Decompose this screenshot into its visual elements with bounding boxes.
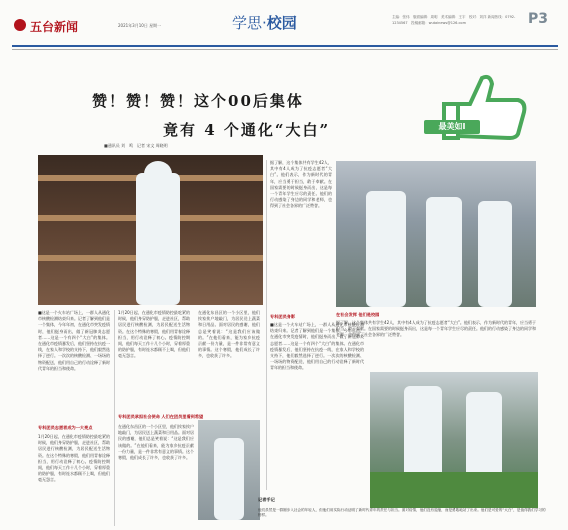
subhead-1: 专科团员志愿者成为一大亮点 xyxy=(38,425,93,430)
subhead-4: 在社会发挥 他们是校园 xyxy=(336,312,380,317)
article-column-1b: 1月20日起，在通化市疫情防控最吃紧的时候，他们身穿防护服，走进社区，帮助居民进行核酸检测，为居民配送生活物资。在这个特殊的寒假，他们用青春诠释担当，用行动诠释了初心。疫情防控期间，他们每天工作十几个小时，穿着厚重的防护服，有时连水都顾不上喝，但他们毫无怨言。 xyxy=(38,434,110,483)
volunteer-small-photo xyxy=(198,420,260,520)
volunteers-vegetables-photo xyxy=(370,372,538,508)
article-column-6: 据了解，这个集体共有学生42人，其中有4人成为了抗疫志愿者“大白”。他们表示，作为新时代的青年，应当勇于担当，敢于奉献。在国家需要的时候挺身而出，这是每一个青年学生应尽的责任。他们的行动感染了身边的同学和老师，也得到了社会各界的广泛赞誉。 xyxy=(336,320,536,338)
section-separator: · xyxy=(262,14,267,32)
subhead-3: 专科团员身影 xyxy=(270,314,296,319)
column-divider xyxy=(266,160,267,490)
headline-line-2: 竟有 4 个通化“大白” xyxy=(163,121,331,139)
volunteers-supplies-photo xyxy=(336,161,536,307)
masthead-rule xyxy=(12,45,558,47)
column-divider xyxy=(114,310,115,526)
article-column-4: 据了解，这个集体共有学生42人，其中有4人成为了抗疫志愿者“大白”。他们表示，作为新时代的青年，应当勇于担当，敢于奉献。在国家需要的时候挺身而出，这是每一个青年学生应尽的责任。他们的行动感染了身边的同学和老师，也得到了社会各界的广泛赞誉。 xyxy=(270,160,332,209)
section-title xyxy=(232,12,297,33)
issue-date: 2021年3月10日 星期一 xyxy=(118,23,162,28)
badge-label: 最美如I xyxy=(424,120,480,134)
headline-line-1: 赞！赞！赞！这个00后集体 xyxy=(92,92,304,110)
newspaper-logo-icon xyxy=(14,19,26,31)
article-column-2b: 在通化东昌区的一个小区里，他们挨家挨户地敲门，为居民送上蔬菜和日用品。面对居民的感谢，他们总是笑着说：“这是我们应该做的。”在他们看来，能为家乡抗疫贡献一份力量，是一件非常有意义的事情。这个寒假，他们成长了许多，也收获了许多。 xyxy=(118,424,194,461)
article-column-2: 1月20日起，在通化市疫情防控最吃紧的时候，他们身穿防护服，走进社区，帮助居民进行核酸检测，为居民配送生活物资。在这个特殊的寒假，他们用青春诠释担当，用行动诠释了初心。疫情防控期间，他们每天工作十几个小时，穿着厚重的防护服，有时连水都顾不上喝，但他们毫无怨言。 xyxy=(118,310,190,359)
commentary-text: 他们虽然是一群刚步入社会的年轻人，但他们用实际行动证明了新时代青年的责任与担当。面对疫情，他们没有退缩，而是勇敢地站了出来。他们是可爱的“大白”，是值得我们学习的榜样。 xyxy=(258,508,546,518)
section-name: 学思 xyxy=(232,14,263,32)
commentary-title: 记者手记 xyxy=(258,497,275,502)
subhead-2: 专科团员承担社会使命 人们在团员里看到希望 xyxy=(118,414,204,419)
masthead-subrule xyxy=(12,49,558,50)
volunteer-store-photo xyxy=(38,155,263,305)
editorial-info: 主编：张伟 版面编辑：周明 美术编辑：王宇 校对：刘洋 新闻热线：0792-1234567 投稿邮箱：wutainews@126.com xyxy=(392,15,516,25)
article-column-3: 在通化东昌区的一个小区里，他们挨家挨户地敲门，为居民送上蔬菜和日用品。面对居民的感谢，他们总是笑着说：“这是我们应该做的。”在他们看来，能为家乡抗疫贡献一份力量，是一件非常有意义的事情。这个寒假，他们成长了许多，也收获了许多。 xyxy=(198,310,260,359)
page-number: P3 xyxy=(528,11,549,27)
newspaper-name: 五台新闻 xyxy=(30,20,79,34)
section-focus: 校园 xyxy=(266,14,297,32)
article-column-1: ■这是一个火车站广场上，一群人从通化市核酸检测结束归来。记者了解到他们是一个集体，今年年初，在通化市突发疫情时，他们挺身而出，做了新冠肺炎志愿者……这是一个有四个“大白”的集体。在通化市疫情暴发后，他们坚持在抗疫一线，在家人和学校的支持下，他们毅然选择了逆行。一次次的核酸检测、一场场的物资配送，他们用自己的行动诠释了新时代青年的担当和使命。 xyxy=(38,310,110,371)
byline: ■通讯员 刘 鸣 记者 宋文 周晓明 xyxy=(104,143,168,148)
article-column-5: ■这是一个火车站广场上，一群人从通化市核酸检测结束归来。记者了解到他们是一个集体，今年年初，在通化市突发疫情时，他们挺身而出，做了新冠肺炎志愿者……这是一个有四个“大白”的集体。在通化市疫情暴发后，他们坚持在抗疫一线，在家人和学校的支持下，他们毅然选择了逆行。一次次的核酸检测、一场场的物资配送，他们用自己的行动诠释了新时代青年的担当和使命。 xyxy=(270,322,364,371)
